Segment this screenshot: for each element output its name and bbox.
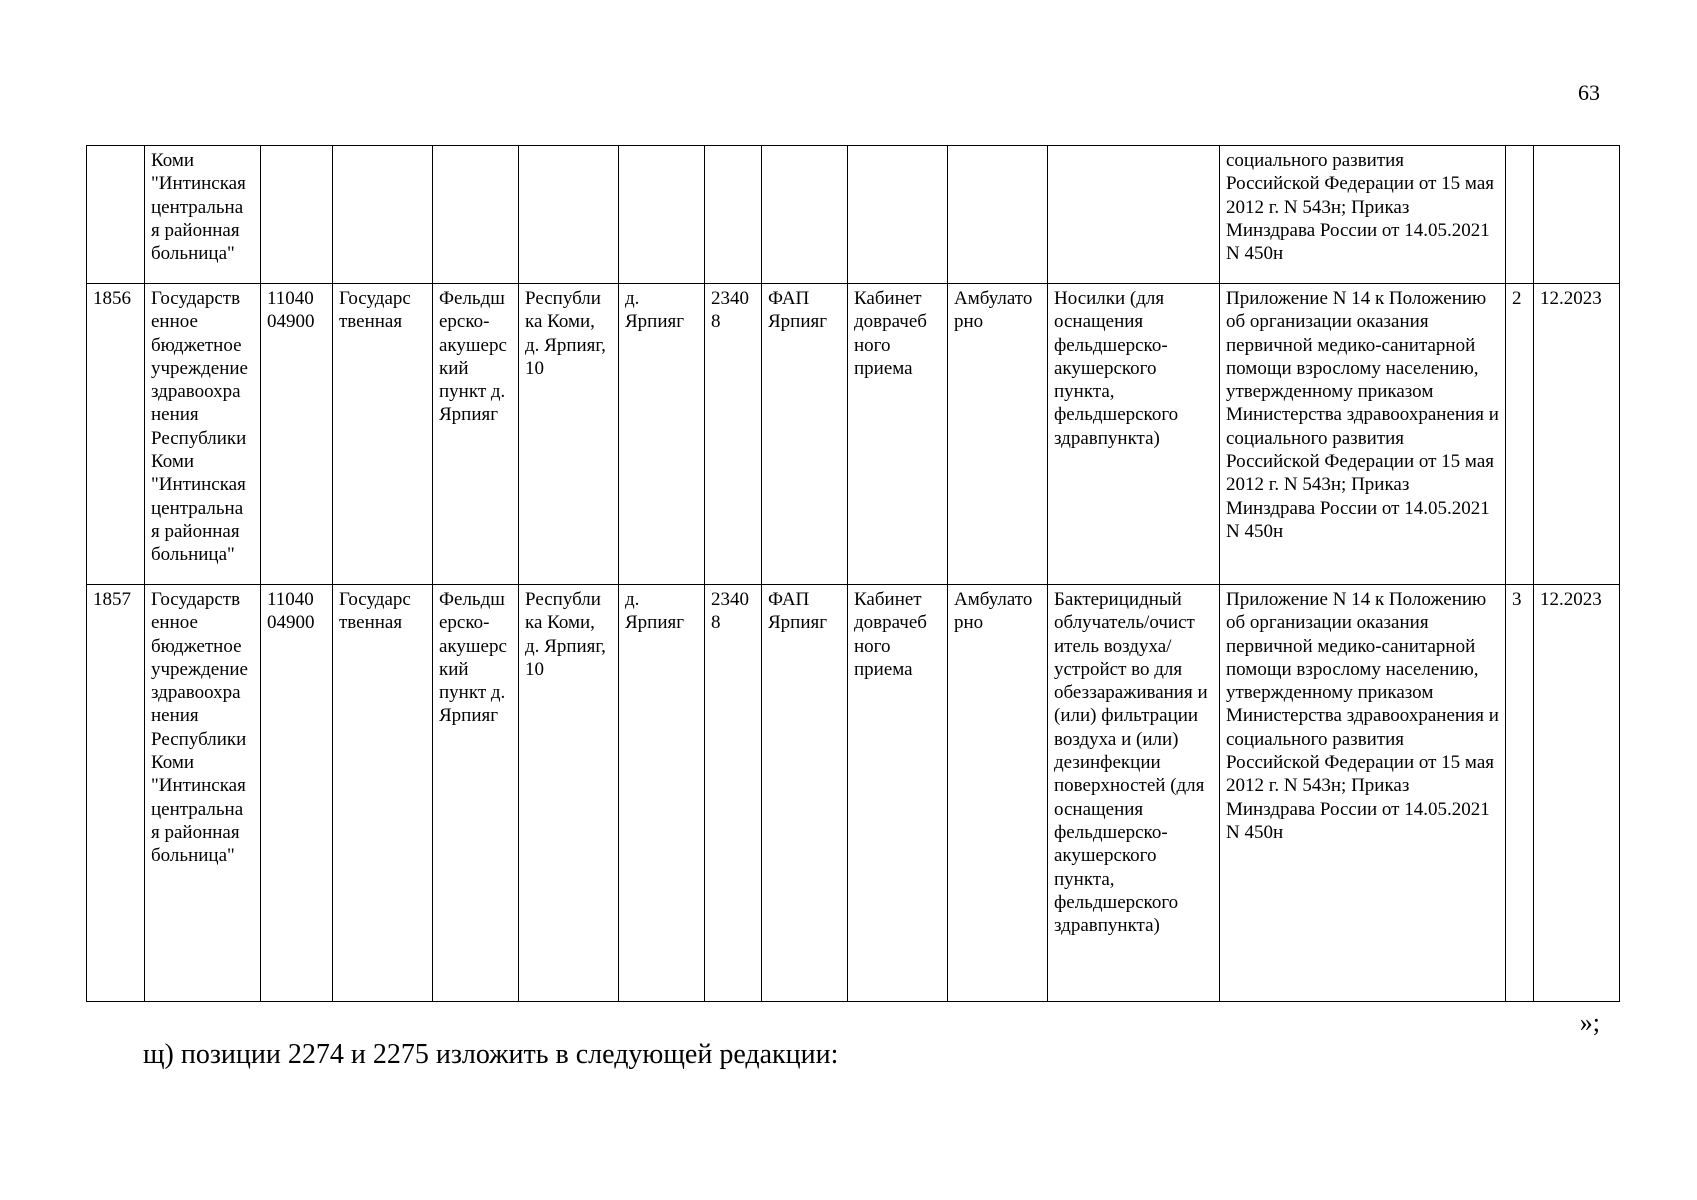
equipment-cell: Носилки (для оснащения фельдшерско-акушерского пункта, фельдшерского здравпункта) bbox=[1048, 284, 1220, 585]
locality-cell bbox=[619, 146, 705, 284]
mode-cell bbox=[948, 146, 1048, 284]
date-cell: 12.2023 bbox=[1534, 284, 1620, 585]
date-cell: 12.2023 bbox=[1534, 585, 1620, 1002]
facility-cell bbox=[433, 146, 519, 284]
basis-cell: социального развития Российской Федерации от 15 мая 2012 г. N 543н; Приказ Минздрава России от 14.05.2021 N 450н bbox=[1220, 146, 1506, 284]
index-cell bbox=[705, 146, 762, 284]
room-cell bbox=[848, 146, 948, 284]
address-cell: Республи ка Коми, д. Ярпияг, 10 bbox=[519, 585, 619, 1002]
facility-cell: Фельдш ерско-акушерс кий пункт д. Ярпияг bbox=[433, 284, 519, 585]
table-row bbox=[87, 585, 1620, 1002]
code-cell: 11040 04900 bbox=[261, 284, 333, 585]
basis-cell: Приложение N 14 к Положению об организации оказания первичной медико-санитарной помощи взрослому населению, утвержденному приказом Министерства здравоохранения и социального развития Российской Федерации от 15 мая 2012 г. N 543н; Приказ Минздрава России от 14.05.2021 N 450н bbox=[1220, 585, 1506, 1002]
row-number-cell: 1857 bbox=[87, 585, 145, 1002]
organization-cell: Коми "Интинская центральна я районная больница" bbox=[145, 146, 261, 284]
equipment-cell: Бактерицидный облучатель/очист итель воздуха/устройст во для обеззараживания и (или) фильтрации воздуха и (или) дезинфекции поверхностей (для оснащения фельдшерско-акушерского пункта, фельдшерского здравпункта) bbox=[1048, 585, 1220, 1002]
quantity-cell: 3 bbox=[1506, 585, 1534, 1002]
subunit-cell: ФАП Ярпияг bbox=[762, 585, 848, 1002]
equipment-registry-table bbox=[86, 145, 1620, 1002]
index-cell: 2340 8 bbox=[705, 284, 762, 585]
subunit-cell: ФАП Ярпияг bbox=[762, 284, 848, 585]
mode-cell: Амбулато рно bbox=[948, 284, 1048, 585]
index-cell: 2340 8 bbox=[705, 585, 762, 1002]
facility-cell: Фельдш ерско-акушерс кий пункт д. Ярпияг bbox=[433, 585, 519, 1002]
table-row-continuation bbox=[87, 146, 1620, 284]
row-number-cell bbox=[87, 146, 145, 284]
table-row bbox=[87, 284, 1620, 585]
locality-cell: д. Ярпияг bbox=[619, 284, 705, 585]
ownership-cell bbox=[333, 146, 433, 284]
date-cell bbox=[1534, 146, 1620, 284]
row-number-cell: 1856 bbox=[87, 284, 145, 585]
equipment-cell bbox=[1048, 146, 1220, 284]
amendment-instruction: щ) позиции 2274 и 2275 изложить в следующей редакции: bbox=[143, 1039, 839, 1070]
code-cell bbox=[261, 146, 333, 284]
organization-cell: Государств енное бюджетное учреждение здравоохра нения Республики Коми "Интинская центральна я районная больница" bbox=[145, 284, 261, 585]
organization-cell: Государств енное бюджетное учреждение здравоохра нения Республики Коми "Интинская центральна я районная больница" bbox=[145, 585, 261, 1002]
closing-quote-mark: »; bbox=[1579, 1008, 1600, 1037]
quantity-cell: 2 bbox=[1506, 284, 1534, 585]
code-cell: 11040 04900 bbox=[261, 585, 333, 1002]
locality-cell: д. Ярпияг bbox=[619, 585, 705, 1002]
address-cell bbox=[519, 146, 619, 284]
page-number: 63 bbox=[1578, 80, 1600, 105]
address-cell: Республи ка Коми, д. Ярпияг, 10 bbox=[519, 284, 619, 585]
quantity-cell bbox=[1506, 146, 1534, 284]
mode-cell: Амбулато рно bbox=[948, 585, 1048, 1002]
basis-cell: Приложение N 14 к Положению об организации оказания первичной медико-санитарной помощи взрослому населению, утвержденному приказом Министерства здравоохранения и социального развития Российской Федерации от 15 мая 2012 г. N 543н; Приказ Минздрава России от 14.05.2021 N 450н bbox=[1220, 284, 1506, 585]
room-cell: Кабинет доврачеб ного приема bbox=[848, 284, 948, 585]
ownership-cell: Государс твенная bbox=[333, 585, 433, 1002]
ownership-cell: Государс твенная bbox=[333, 284, 433, 585]
room-cell: Кабинет доврачеб ного приема bbox=[848, 585, 948, 1002]
subunit-cell bbox=[762, 146, 848, 284]
